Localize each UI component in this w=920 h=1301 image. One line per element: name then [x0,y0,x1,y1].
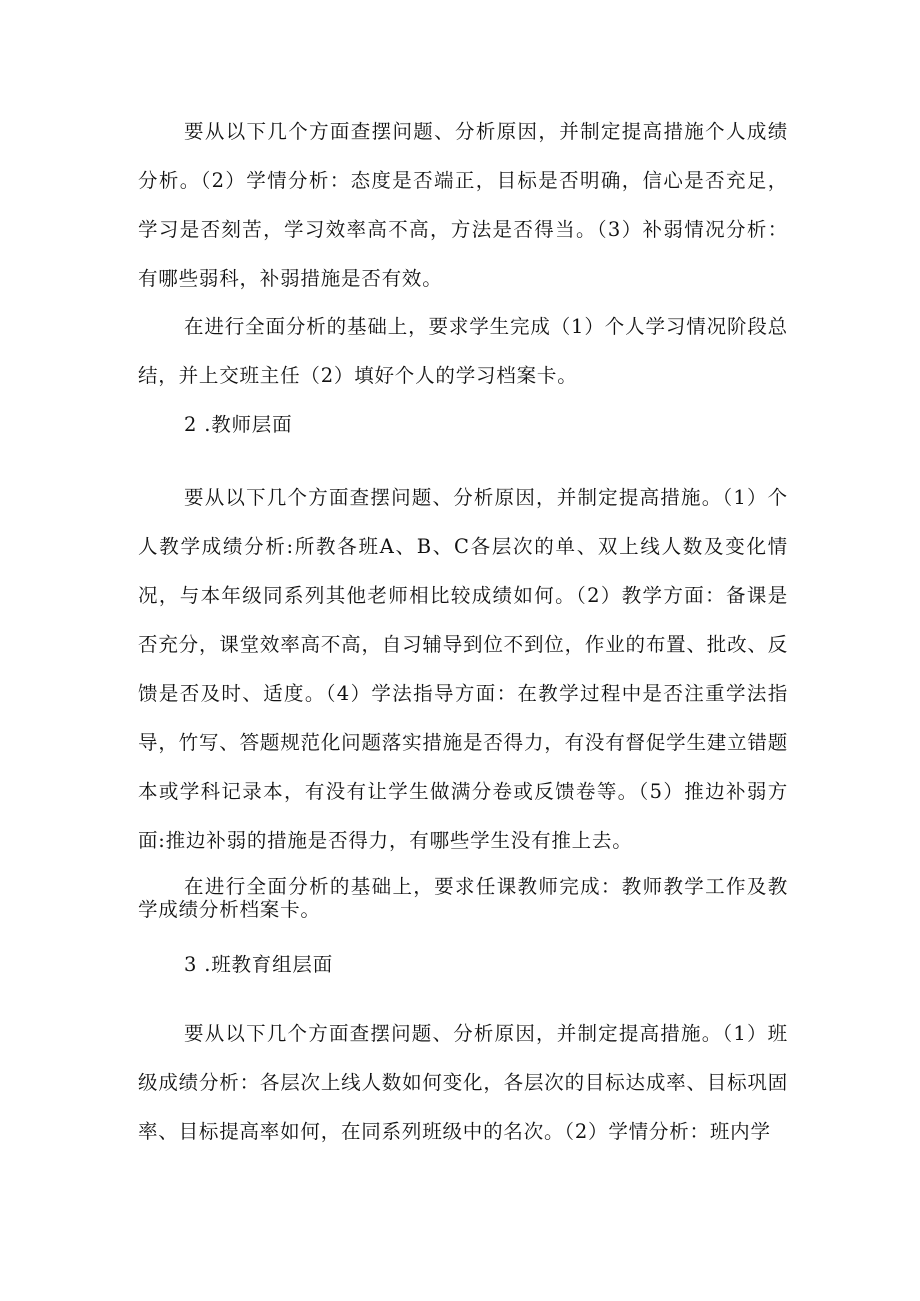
paragraph-teacher-analysis: 要从以下几个方面查摆问题、分析原因，并制定提高措施。（1）个人教学成绩分析:所教各班A、B、C各层次的单、双上线人数及变化情况，与本年级同系列其他老师相比较成绩如何。（2）教学方面：备课是否充分，课堂效率高不高，自习辅导到位不到位，作业的布置、批改、反馈是否及时、适度。（4）学法指导方面：在教学过程中是否注重学法指导，竹写、答题规范化问题落实措施是否得力，有没有督促学生建立错题本或学科记录本，有没有让学生做满分卷或反馈卷等。（5）推边补弱方面:推边补弱的措施是否得力，有哪些学生没有推上去。 [138,486,788,852]
paragraph-student-tasks: 在进行全面分析的基础上，要求学生完成（1）个人学习情况阶段总结，并上交班主任（2）填好个人的学习档案卡。 [138,315,788,387]
paragraph-teacher-tasks: 在进行全面分析的基础上，要求任课教师完成：教师教学工作及教学成绩分析档案卡。 [138,875,788,921]
paragraph-student-analysis: 要从以下几个方面查摆问题、分析原因，并制定提高措施个人成绩分析。（2）学情分析：态度是否端正，目标是否明确，信心是否充足，学习是否刻苦，学习效率高不高，方法是否得当。（3）补弱情况分析：有哪些弱科，补弱措施是否有效。 [138,120,788,290]
paragraph-class-analysis: 要从以下几个方面查摆问题、分析原因，并制定提高措施。（1）班级成绩分析：各层次上线人数如何变化，各层次的目标达成率、目标巩固率、目标提高率如何，在同系列班级中的名次。（2）学情分析：班内学 [138,1022,788,1143]
heading-class-team-level: 3 .班教育组层面 [184,953,334,976]
heading-teacher-level: 2 .教师层面 [184,413,293,436]
